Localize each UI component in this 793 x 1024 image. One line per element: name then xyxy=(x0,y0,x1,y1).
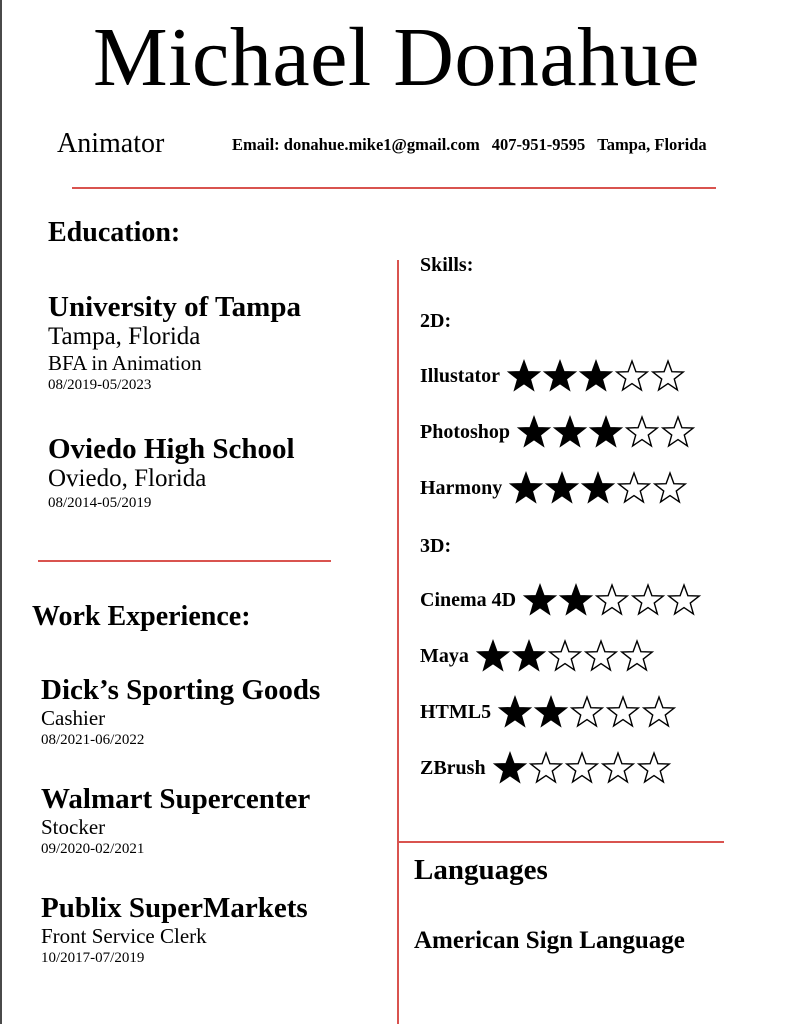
education-entry xyxy=(48,433,295,513)
star-empty-icon xyxy=(583,638,619,674)
skills-group-3d: 3D: xyxy=(420,535,452,557)
education-entry xyxy=(48,291,301,395)
star-filled-icon xyxy=(522,582,558,618)
skill-name: Illustator xyxy=(420,364,500,387)
job-dates: 08/2021-06/2022 xyxy=(41,732,145,748)
header-divider xyxy=(72,187,716,189)
work-heading: Work Experience: xyxy=(32,601,251,632)
star-empty-icon xyxy=(605,694,641,730)
skill-row xyxy=(420,580,702,620)
page-edge xyxy=(0,0,2,1024)
job-role: Cashier xyxy=(41,706,106,730)
star-empty-icon xyxy=(641,694,677,730)
contact-location: Tampa, Florida xyxy=(597,135,707,154)
school-name: University of Tampa xyxy=(48,291,301,323)
skill-name: Photoshop xyxy=(420,420,511,443)
job-role: Front Service Clerk xyxy=(41,924,207,948)
star-empty-icon xyxy=(569,694,605,730)
star-filled-icon xyxy=(511,638,547,674)
job-role: Stocker xyxy=(41,815,106,839)
star-filled-icon xyxy=(542,358,578,394)
star-empty-icon xyxy=(547,638,583,674)
star-filled-icon xyxy=(506,358,542,394)
contact-phone[interactable]: 407-951-9595 xyxy=(491,135,586,154)
work-entry xyxy=(41,783,310,859)
skill-rating xyxy=(522,582,702,618)
star-filled-icon xyxy=(475,638,511,674)
star-empty-icon xyxy=(624,414,660,450)
skill-rating xyxy=(492,750,672,786)
star-filled-icon xyxy=(580,470,616,506)
work-entry xyxy=(41,892,308,968)
star-filled-icon xyxy=(558,582,594,618)
company-name: Dick’s Sporting Goods xyxy=(41,674,321,706)
skills-divider xyxy=(398,841,724,843)
skill-rating xyxy=(516,414,696,450)
language-item: American Sign Language xyxy=(414,927,685,954)
star-filled-icon xyxy=(588,414,624,450)
star-filled-icon xyxy=(533,694,569,730)
job-title: Animator xyxy=(57,128,165,159)
star-empty-icon xyxy=(528,750,564,786)
skill-row xyxy=(420,636,655,676)
star-empty-icon xyxy=(652,470,688,506)
star-empty-icon xyxy=(564,750,600,786)
job-dates: 09/2020-02/2021 xyxy=(41,841,145,857)
skill-row xyxy=(420,356,686,396)
contact-email[interactable]: Email: donahue.mike1@gmail.com xyxy=(232,135,480,154)
skill-row xyxy=(420,412,696,452)
school-location: Tampa, Florida xyxy=(48,323,201,350)
skill-row xyxy=(420,692,677,732)
star-filled-icon xyxy=(552,414,588,450)
skill-name: Maya xyxy=(420,644,469,667)
skill-row xyxy=(420,748,672,788)
skill-name: Harmony xyxy=(420,476,503,499)
skill-rating xyxy=(506,358,686,394)
company-name: Publix SuperMarkets xyxy=(41,892,308,924)
star-filled-icon xyxy=(497,694,533,730)
star-empty-icon xyxy=(630,582,666,618)
star-empty-icon xyxy=(619,638,655,674)
column-divider xyxy=(397,260,399,1024)
education-divider xyxy=(38,560,331,562)
star-empty-icon xyxy=(636,750,672,786)
star-filled-icon xyxy=(492,750,528,786)
school-dates: 08/2014-05/2019 xyxy=(48,495,152,511)
skill-name: HTML5 xyxy=(420,700,492,723)
languages-heading: Languages xyxy=(414,854,548,886)
skill-rating xyxy=(475,638,655,674)
company-name: Walmart Supercenter xyxy=(41,783,311,815)
star-empty-icon xyxy=(660,414,696,450)
star-empty-icon xyxy=(614,358,650,394)
school-location: Oviedo, Florida xyxy=(48,465,207,492)
candidate-name: Michael Donahue xyxy=(93,11,700,104)
star-filled-icon xyxy=(508,470,544,506)
skills-heading: Skills: xyxy=(420,254,474,276)
star-filled-icon xyxy=(578,358,614,394)
skill-name: Cinema 4D xyxy=(420,588,517,611)
school-dates: 08/2019-05/2023 xyxy=(48,377,152,393)
skill-rating xyxy=(508,470,688,506)
star-empty-icon xyxy=(650,358,686,394)
school-name: Oviedo High School xyxy=(48,433,295,465)
star-empty-icon xyxy=(594,582,630,618)
skill-rating xyxy=(497,694,677,730)
star-filled-icon xyxy=(544,470,580,506)
contact-info xyxy=(232,135,719,155)
education-heading: Education: xyxy=(48,217,181,248)
work-entry xyxy=(41,674,320,750)
job-dates: 10/2017-07/2019 xyxy=(41,950,145,966)
star-empty-icon xyxy=(666,582,702,618)
skills-group-2d: 2D: xyxy=(420,310,452,332)
school-degree: BFA in Animation xyxy=(48,351,202,375)
star-empty-icon xyxy=(616,470,652,506)
skill-name: ZBrush xyxy=(420,756,486,779)
skill-row xyxy=(420,468,688,508)
star-filled-icon xyxy=(516,414,552,450)
star-empty-icon xyxy=(600,750,636,786)
